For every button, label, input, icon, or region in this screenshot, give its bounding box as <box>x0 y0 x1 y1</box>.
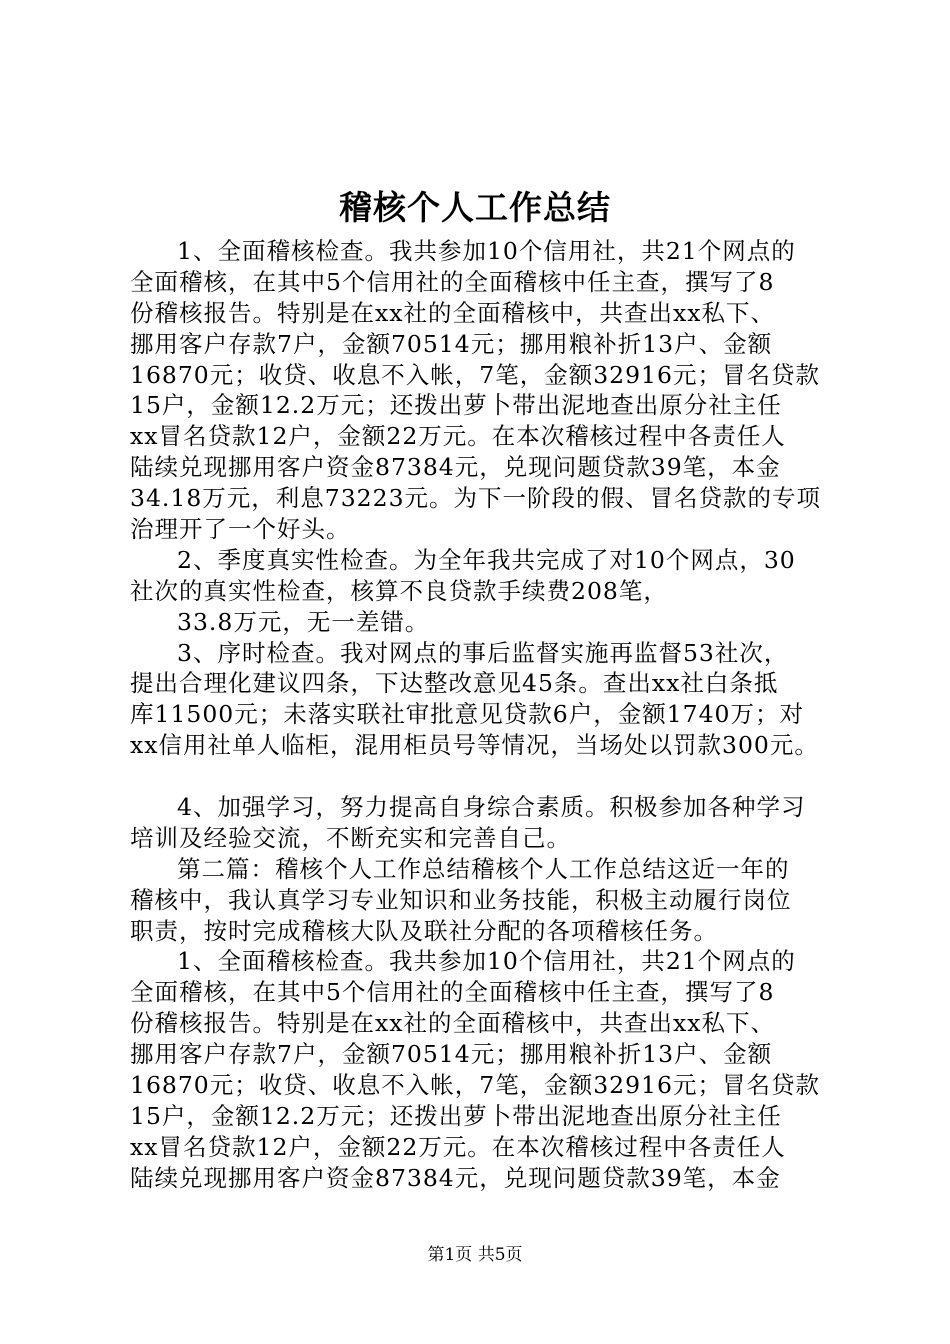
text-line: 社次的真实性检查，核算不良贷款手续费208笔， <box>130 576 668 605</box>
text-line: 3、序时检查。我对网点的事后监督实施再监督53社次， <box>177 638 789 667</box>
text-line: 挪用客户存款7户，金额70514元；挪用粮补折13户、金额 <box>130 329 773 358</box>
text-line: 份稽核报告。特别是在xx社的全面稽核中，共查出xx私下、 <box>130 1009 776 1038</box>
text-line: 第二篇：稽核个人工作总结稽核个人工作总结这近一年的 <box>177 854 790 883</box>
text-line: 2、季度真实性检查。为全年我共完成了对10个网点，30 <box>177 545 796 574</box>
text-line: 15户，金额12.2万元；还拨出萝卜带出泥地查出原分社主任 <box>130 391 782 420</box>
text-line: xx冒名贷款12户，金额22万元。在本次稽核过程中各责任人 <box>130 1132 786 1161</box>
text-line: 提出合理化建议四条，下达整改意见45条。查出xx社白条抵 <box>130 669 779 698</box>
text-line: 职责，按时完成稽核大队及联社分配的各项稽核任务。 <box>130 916 718 945</box>
text-line: 全面稽核，在其中5个信用社的全面稽核中任主查，撰写了8 <box>130 267 775 296</box>
text-line: 15户，金额12.2万元；还拨出萝卜带出泥地查出原分社主任 <box>130 1101 782 1130</box>
text-line: 1、全面稽核检查。我共参加10个信用社，共21个网点的 <box>177 947 796 976</box>
document-title: 稽核个人工作总结 <box>339 188 611 227</box>
text-line: 全面稽核，在其中5个信用社的全面稽核中任主查，撰写了8 <box>130 978 775 1007</box>
text-line: 16870元；收贷、收息不入帐，7笔，金额32916元；冒名贷款 <box>130 1071 820 1100</box>
document-body <box>130 236 840 1194</box>
text-line: 陆续兑现挪用客户资金87384元，兑现问题贷款39笔，本金 <box>130 1163 781 1192</box>
text-line: xx冒名贷款12户，金额22万元。在本次稽核过程中各责任人 <box>130 422 786 451</box>
page-footer: 第1页 共5页 <box>427 1245 523 1265</box>
text-line: 稽核中，我认真学习专业知识和业务技能，积极主动履行岗位 <box>130 885 792 914</box>
text-line: 挪用客户存款7户，金额70514元；挪用粮补折13户、金额 <box>130 1040 773 1069</box>
text-line: 培训及经验交流，不断充实和完善自己。 <box>130 823 571 852</box>
text-line: 33.8万元，无一差错。 <box>177 607 430 636</box>
text-line: xx信用社单人临柜，混用柜员号等情况，当场处以罚款300元。 <box>130 731 819 760</box>
text-line: 库11500元；未落实联社审批意见贷款6户，金额1740万；对 <box>130 700 805 729</box>
text-line: 16870元；收贷、收息不入帐，7笔，金额32916元；冒名贷款 <box>130 360 820 389</box>
text-line: 4、加强学习，努力提高自身综合素质。积极参加各种学习 <box>177 793 806 822</box>
text-line: 陆续兑现挪用客户资金87384元，兑现问题贷款39笔，本金 <box>130 453 781 482</box>
text-line: 34.18万元，利息73223元。为下一阶段的假、冒名贷款的专项 <box>130 484 822 513</box>
text-line: 份稽核报告。特别是在xx社的全面稽核中，共查出xx私下、 <box>130 298 776 327</box>
text-line: 1、全面稽核检查。我共参加10个信用社，共21个网点的 <box>177 237 796 265</box>
text-line <box>130 761 840 792</box>
text-line: 治理开了一个好头。 <box>130 515 351 544</box>
